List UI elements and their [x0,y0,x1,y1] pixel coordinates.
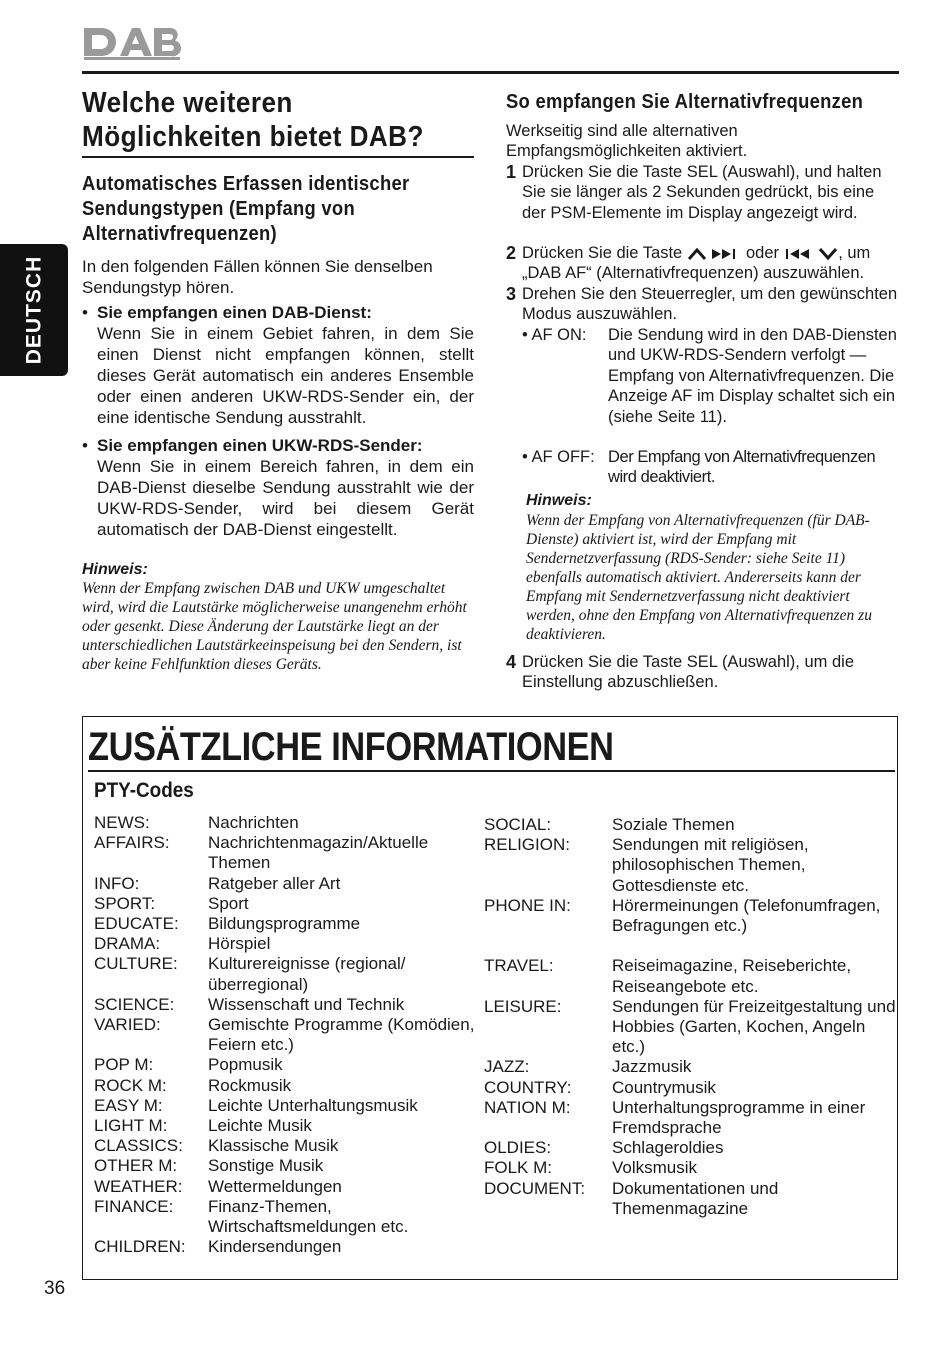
pty-description: Volksmusik [612,1158,698,1178]
language-tab-label: DEUTSCH [22,255,46,365]
note-title: Hinweis: [82,561,148,578]
pty-description: Reiseimagazine, Reiseberichte, Reiseangebote etc. [612,956,852,996]
pty-code: CHILDREN: [94,1237,186,1257]
pty-code: LIGHT M: [94,1116,168,1135]
pty-description: Leichte Musik [208,1116,312,1135]
pty-description: Popmusik [208,1055,283,1075]
down-arrow-icon [818,247,838,261]
pty-description: Wissenschaft und Technik [208,994,405,1014]
af-section-heading: So empfangen Sie Alternativfrequenzen [506,91,864,113]
pty-description: Wettermeldungen [208,1176,342,1196]
pty-code: RELIGION: [484,835,570,855]
bullet-item [82,435,474,540]
dab-logo [82,24,182,64]
bullet-text: Wenn Sie in einem Gebiet fahren, in dem Sie einen Dienst nicht empfangen können, stellt dieses Gerät automatisch ein anderes Ensemble oder einen anderen UKW-RDS-Sender ein, der eine identische Sendung ausstrahlt. [97,324,474,427]
pty-code: LEISURE: [484,996,562,1016]
pty-description: Dokumentationen und Themenmagazine [612,1178,779,1218]
previous-track-icon [784,247,814,261]
pty-description: Hörermeinungen (Telefonumfragen, Befragungen etc.) [612,895,881,935]
pty-description: Unterhaltungsprogramme in einer Fremdsprache [612,1097,866,1137]
pty-code: FOLK M: [484,1158,553,1178]
section-heading: Automatisches Erfassen identischer Sendungstypen (Empfang von Alternativfrequenzen) [82,173,410,245]
title-rule [82,156,474,158]
af-option-on [522,325,902,427]
pty-code: OLDIES: [484,1138,552,1158]
up-arrow-icon [687,247,707,261]
step-text-part: , um „DAB AF“ (Alternativfrequenzen) auszuwählen. [522,244,871,283]
step-number: 4 [506,652,517,672]
pty-code: NEWS: [94,813,150,832]
bullet-text: Wenn Sie in einem Bereich fahren, in dem ein DAB-Dienst dieselbe Sendung ausstrahlt wie der UKW-RDS-Sender, wird bei diesem Gerät automatisch der DAB-Dienst eingestellt. [97,457,474,539]
pty-code: DOCUMENT: [484,1178,586,1198]
step-text: Drücken Sie die Taste SEL (Auswahl), und halten Sie sie länger als 2 Sekunden gedrückt, bis eine der PSM-Elemente im Display angezeigt wird. [522,163,882,222]
info-title-rule [88,770,895,772]
af-option-label: • AF ON: [522,326,587,344]
step-text [522,243,900,284]
page-title-line2: Möglichkeiten bietet DAB? [82,121,424,153]
step-number: 2 [506,243,517,263]
step-number: 1 [506,162,517,182]
pty-code: SPORT: [94,893,156,913]
af-intro-text: Werkseitig sind alle alternativen Empfangsmöglichkeiten aktiviert. [506,122,748,161]
pty-description: Soziale Themen [612,815,735,834]
next-track-icon [711,247,741,261]
pty-description: Finanz-Themen, Wirtschaftsmeldungen etc. [208,1196,409,1236]
bullet-item [82,302,474,428]
bullet-title: Sie empfangen einen DAB-Dienst: [97,303,372,322]
pty-code: AFFAIRS: [94,833,170,853]
pty-description: Countrymusik [612,1077,716,1097]
pty-description: Leichte Unterhaltungsmusik [208,1095,418,1115]
pty-description: Ratgeber aller Art [208,873,341,893]
pty-code: EDUCATE: [94,914,179,933]
pty-description: Sonstige Musik [208,1156,324,1176]
pty-description: Nachrichtenmagazin/Aktuelle Themen [208,833,429,873]
step-item [506,243,900,284]
pty-description: Kulturereignisse (regional/ überregional) [208,954,406,994]
pty-code: EASY M: [94,1095,163,1115]
step-text: Drücken Sie die Taste SEL (Auswahl), um die Einstellung abzuschließen. [522,653,854,692]
page-number: 36 [44,1278,66,1299]
step-item [506,652,900,693]
pty-heading: PTY-Codes [94,779,194,802]
pty-description: Schlageroldies [612,1138,724,1158]
page-title-line1: Welche weiteren [82,87,293,119]
bullet-title: Sie empfangen einen UKW-RDS-Sender: [97,436,423,455]
pty-code: CULTURE: [94,954,178,974]
pty-description: Hörspiel [208,934,271,954]
pty-description: Rockmusik [208,1075,292,1095]
step-item [506,284,900,325]
pty-code: SCIENCE: [94,994,175,1014]
step-text-part: oder [745,244,780,262]
pty-description: Sendungen mit religiösen, philosophischen Themen, Gottesdienste etc. [612,835,809,895]
pty-code: INFO: [94,873,140,893]
pty-description: Gemischte Programme (Komödien, Feiern etc.) [208,1015,475,1055]
pty-code: DRAMA: [94,934,161,954]
info-title: ZUSÄTZLICHE INFORMATIONEN [88,725,614,769]
pty-description: Bildungsprogramme [208,914,361,933]
pty-code: NATION M: [484,1097,571,1117]
pty-description: Klassische Musik [208,1136,339,1156]
pty-code: WEATHER: [94,1176,183,1196]
page-title [82,86,435,154]
af-option-label: • AF OFF: [522,448,595,466]
pty-code: TRAVEL: [484,956,554,976]
pty-code: POP M: [94,1055,154,1075]
pty-code: OTHER M: [94,1156,178,1176]
bullet-dot: • [82,303,88,322]
pty-code: SOCIAL: [484,815,552,834]
pty-description: Jazzmusik [612,1057,692,1077]
pty-code: JAZZ: [484,1057,530,1077]
step-item [506,162,900,223]
af-option-text: Der Empfang von Alternativfrequenzen wird deaktiviert. [608,448,876,487]
bullet-dot: • [82,436,88,455]
header-rule [82,71,899,74]
pty-code: CLASSICS: [94,1136,183,1156]
language-tab [0,244,68,376]
step-number: 3 [506,284,517,304]
pty-description: Kindersendungen [208,1237,342,1257]
pty-code: FINANCE: [94,1196,174,1216]
intro-text: In den folgenden Fällen können Sie denselben Sendungstyp hören. [82,257,433,297]
pty-code: COUNTRY: [484,1077,572,1097]
pty-description: Sport [208,893,249,913]
note-text: Wenn der Empfang zwischen DAB und UKW umgeschaltet wird, wird die Lautstärke möglicherweise unangenehm erhöht oder gesenkt. Diese Änderung der Lautstärke liegt an der unterschiedlichen Lautstärkeeinspeisung bei den Sendern, ist aber keine Fehlfunktion dieses Geräts. [82,580,467,673]
step-text-part: Drücken Sie die Taste [522,244,683,262]
step-text: Drehen Sie den Steuerregler, um den gewünschten Modus auszuwählen. [522,285,898,324]
pty-code: PHONE IN: [484,895,571,915]
af-option-off [522,447,902,488]
af-option-text: Die Sendung wird in den DAB-Diensten und UKW-RDS-Sendern verfolgt — Empfang von Alternativfrequenzen. Die Anzeige AF im Display schaltet sich ein (siehe Seite 11). [608,326,897,426]
pty-code: VARIED: [94,1015,161,1034]
pty-description: Sendungen für Freizeitgestaltung und Hobbies (Garten, Kochen, Angeln etc.) [612,996,896,1057]
note-text: Wenn der Empfang von Alternativfrequenzen (für DAB-Dienste) aktiviert ist, wird der Empfang mit Sendernetzverfassung (RDS-Sender: siehe Seite 11) ebenfalls automatisch aktiviert. Andererseits kann der Empfang mit Sendernetzverfassung nicht deaktiviert werden, ohne den Empfang von Alternativfrequenzen zu deaktivieren. [526,512,872,643]
pty-description: Nachrichten [208,813,299,832]
note-title: Hinweis: [526,492,592,509]
pty-code: ROCK M: [94,1075,167,1095]
